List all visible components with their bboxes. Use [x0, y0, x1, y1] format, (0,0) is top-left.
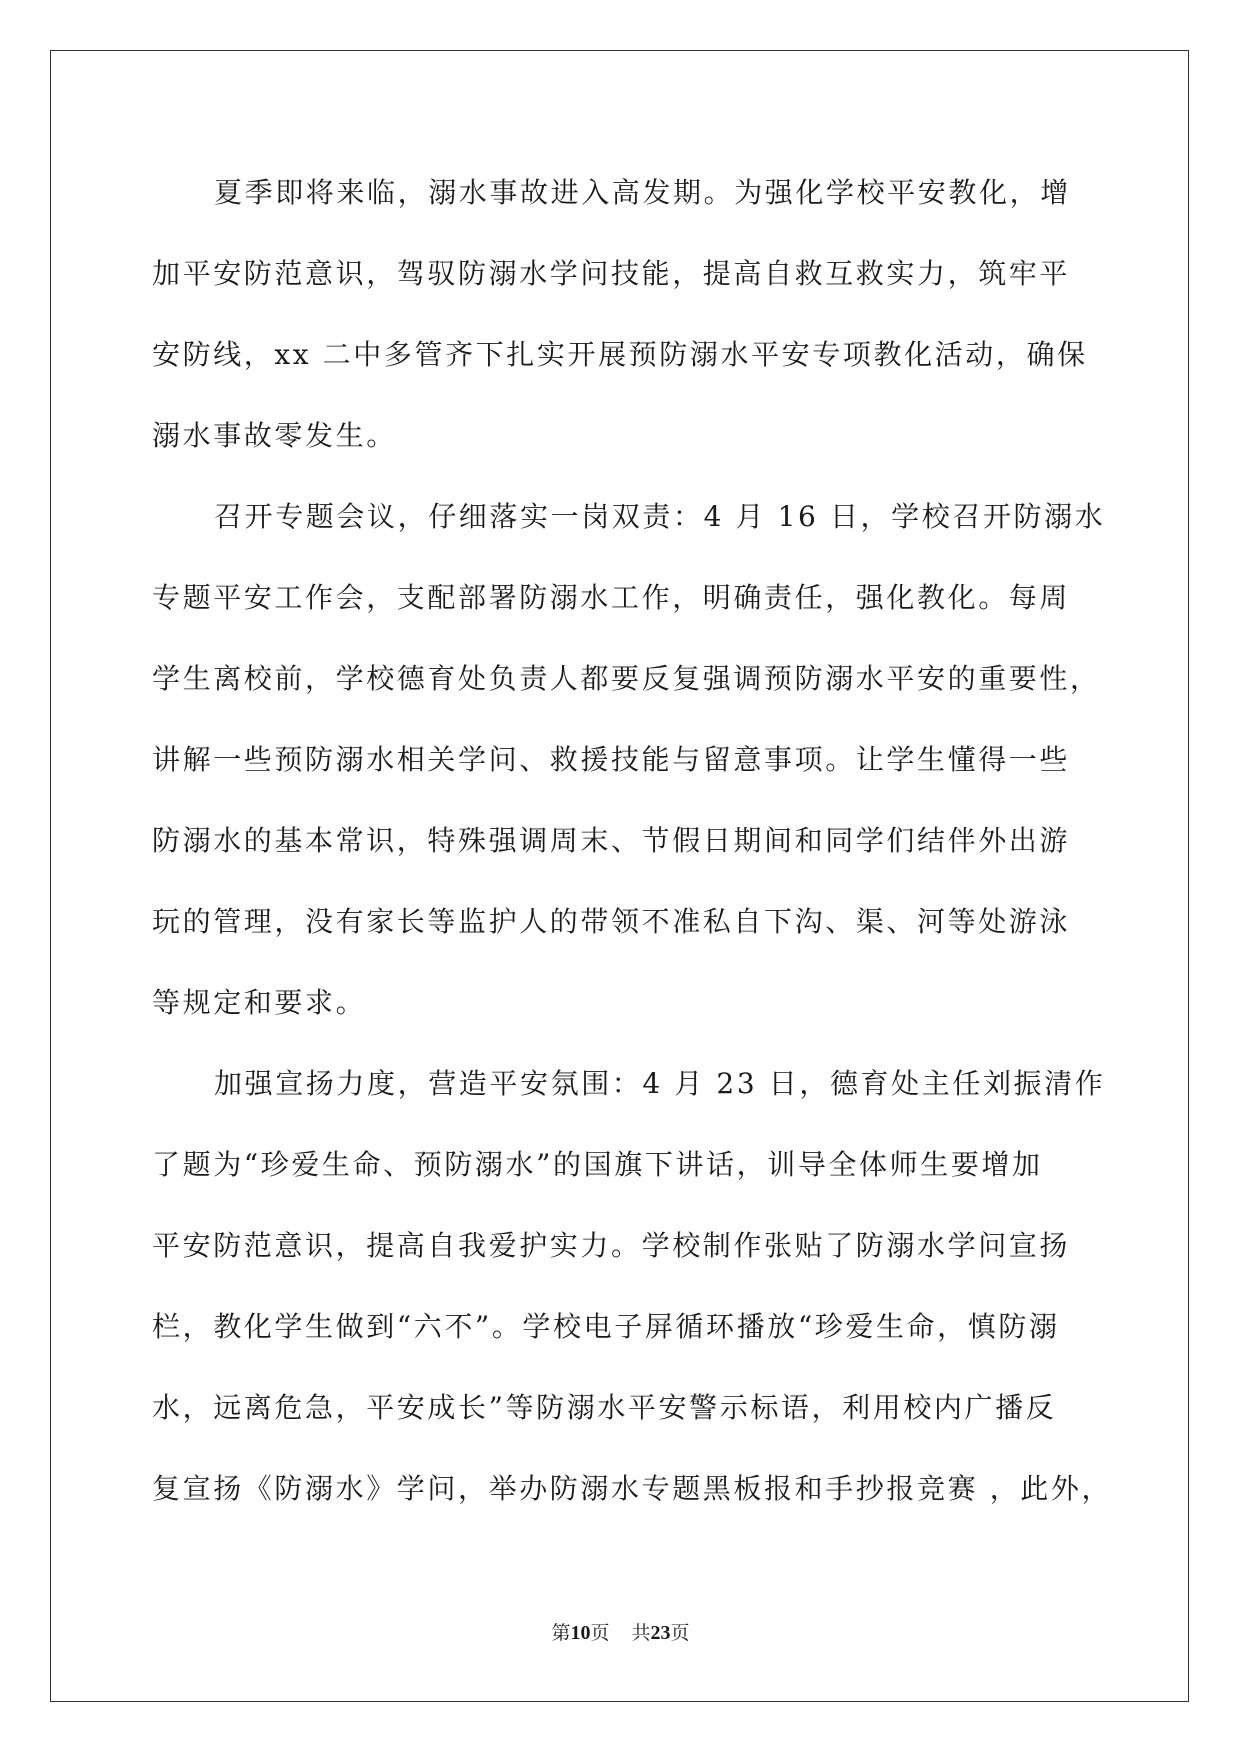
- document-body: [152, 152, 1113, 1529]
- page-prefix: 第: [551, 1622, 571, 1644]
- text-line: 防溺水的基本常识，特殊强调周末、节假日期间和同学们结伴外出游: [152, 824, 1071, 857]
- text-line: 水，远离危急，平安成长”等防溺水平安警示标语，利用校内广播反: [152, 1391, 1057, 1424]
- page-footer: [0, 1618, 1241, 1645]
- total-page-number: 23: [650, 1622, 671, 1644]
- text-line: 等规定和要求。: [152, 986, 367, 1019]
- text-line: 讲解一些预防溺水相关学问、救援技能与留意事项。让学生懂得一些: [152, 743, 1071, 776]
- text-line: 栏，教化学生做到“六不”。学校电子屏循环播放“珍爱生命，慎防溺: [152, 1310, 1060, 1343]
- text-line: 平安防范意识，提高自我爱护实力。学校制作张贴了防溺水学问宣扬: [152, 1229, 1071, 1262]
- text-line: 夏季即将来临，溺水事故进入高发期。为强化学校平安教化，增: [214, 176, 1071, 209]
- total-suffix: 页: [670, 1622, 690, 1644]
- text-line: 复宣扬《防溺水》学问，举办防溺水专题黑板报和手抄报竞赛 ，此外，: [152, 1472, 1113, 1505]
- page-suffix: 页: [590, 1622, 610, 1644]
- text-line: 玩的管理，没有家长等监护人的带领不准私自下沟、渠、河等处游泳: [152, 905, 1071, 938]
- text-line: 学生离校前，学校德育处负责人都要反复强调预防溺水平安的重要性，: [152, 662, 1101, 695]
- text-line: 加强宣扬力度，营造平安氛围：4 月 23 日，德育处主任刘振清作: [214, 1067, 1106, 1100]
- text-line: 安防线，xx 二中多管齐下扎实开展预防溺水平安专项教化活动，确保: [152, 338, 1088, 371]
- text-line: 溺水事故零发生。: [152, 419, 397, 452]
- text-line: 了题为“珍爱生命、预防溺水”的国旗下讲话，训导全体师生要增加: [152, 1148, 1043, 1181]
- text-line: 专题平安工作会，支配部署防溺水工作，明确责任，强化教化。每周: [152, 581, 1071, 614]
- total-prefix: 共: [631, 1622, 651, 1644]
- current-page-number: 10: [570, 1622, 591, 1644]
- text-line: 召开专题会议，仔细落实一岗双责：4 月 16 日，学校召开防溺水: [214, 500, 1106, 533]
- text-line: 加平安防范意识，驾驭防溺水学问技能，提高自救互救实力，筑牢平: [152, 257, 1071, 290]
